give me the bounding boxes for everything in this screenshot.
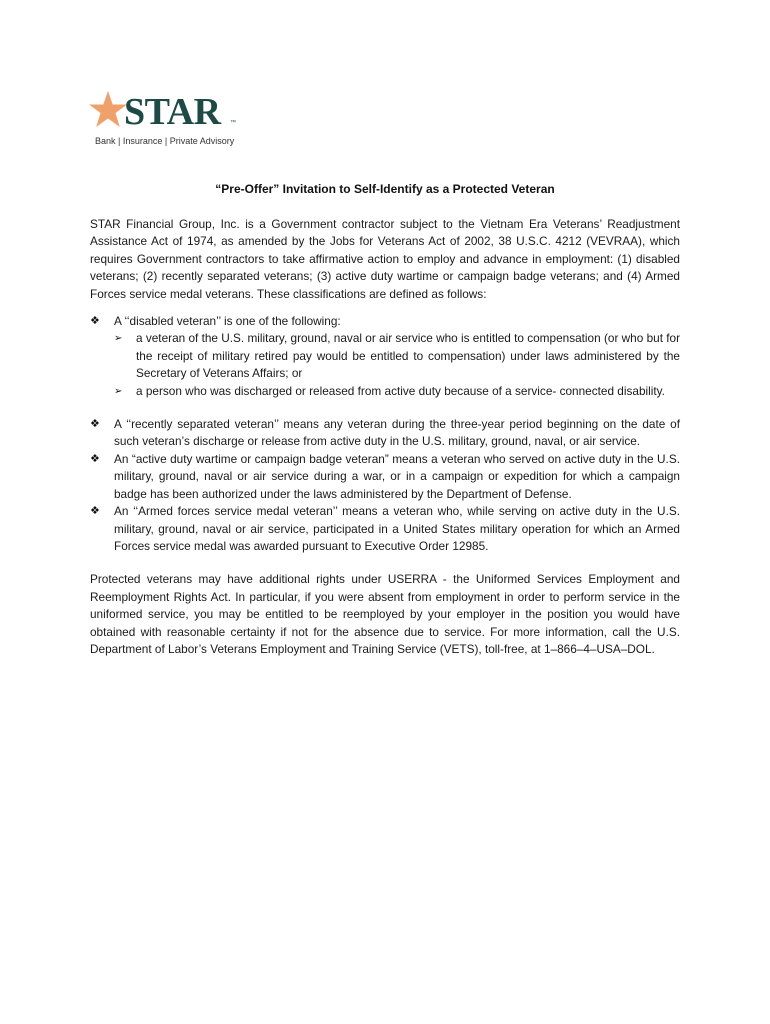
definition-text: An ‘‘Armed forces service medal veteran’’ means a veteran who, while serving on active duty in the U.S. military, ground, naval or air service, participated in a United States military operation for which an Armed Forces service medal was awarded pursuant to Executive Order 12985.: [114, 504, 680, 553]
document-title: “Pre-Offer” Invitation to Self-Identify as a Protected Veteran: [215, 182, 555, 196]
definition-item: [90, 313, 680, 400]
intro-paragraph: STAR Financial Group, Inc. is a Government contractor subject to the Vietnam Era Veterans’ Readjustment Assistance Act of 1974, as amended by the Jobs for Veterans Act of 2002, 38 U.S.C. 4212 (VEVRAA), which requires Government contractors to take affirmative action to employ and advance in employment: (1) disabled veterans; (2) recently separated veterans; (3) active duty wartime or campaign badge veterans; and (4) Armed Forces service medal veterans. These classifications are defined as follows:: [90, 217, 680, 301]
definition-text: An “active duty wartime or campaign badge veteran” means a veteran who served on active duty in the U.S. military, ground, naval or air service during a war, or in a campaign or expedition for which a campaign badge has been authorized under the laws administered by the Department of Defense.: [114, 451, 680, 501]
definitions-list: [90, 313, 680, 555]
diamond-bullet-icon: ❖: [90, 505, 100, 518]
definition-item: [90, 416, 680, 451]
logo-trademark: ™: [230, 120, 236, 126]
arrow-bullet-icon: ➢: [114, 385, 123, 397]
document-body: [90, 216, 680, 670]
arrow-bullet-icon: ➢: [114, 333, 123, 345]
diamond-bullet-icon: ❖: [90, 452, 100, 465]
definition-text: A ‘‘recently separated veteran’’ means any veteran during the three-year period beginning on the date of such veteran’s discharge or release from active duty in the U.S. military, ground, naval, or air service.: [114, 417, 680, 449]
sub-item-text: a person who was discharged or released from active duty because of a service- connected disability.: [136, 383, 665, 398]
diamond-bullet-icon: ❖: [90, 315, 100, 328]
star-icon: [88, 90, 128, 130]
spacer: [90, 400, 680, 416]
definition-text: A ‘‘disabled veteran’’ is one of the following:: [114, 314, 341, 329]
diamond-bullet-icon: ❖: [90, 418, 100, 431]
definition-item: [90, 503, 680, 555]
closing-paragraph: Protected veterans may have additional rights under USERRA - the Uniformed Services Employment and Reemployment Rights Act. In particular, if you were absent from employment in order to perform service in the uniformed service, you may be entitled to be reemployed by your employer in the position you would have obtained with reasonable certainty if not for the absence due to service. For more information, call the U.S. Department of Labor’s Veterans Employment and Training Service (VETS), toll-free, at 1–866–4–USA–DOL.: [90, 572, 680, 656]
star-logo: [88, 90, 248, 150]
sub-item: [114, 330, 680, 382]
logo-tagline: Bank | Insurance | Private Advisory: [95, 136, 235, 146]
definition-item: [90, 451, 680, 503]
sub-item: [114, 383, 680, 400]
sub-item-text: a veteran of the U.S. military, ground, naval or air service who is entitled to compensation (or who but for the receipt of military retired pay would be entitled to compensation) under laws administered by the Secretary of Veterans Affairs; or: [136, 331, 681, 381]
sub-list: [114, 330, 680, 400]
logo-wordmark: STAR: [124, 91, 221, 133]
